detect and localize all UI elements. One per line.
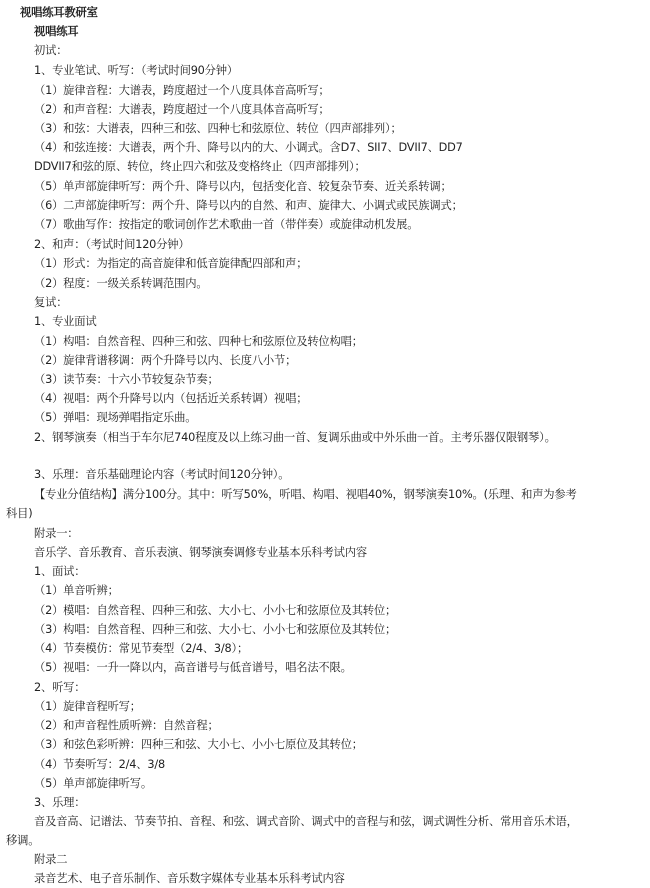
text-line: （5）单声部旋律听写。 bbox=[34, 777, 152, 790]
text-line: 1、专业面试 bbox=[34, 315, 97, 328]
text-line: 移调。 bbox=[6, 834, 40, 847]
text-line: （2）程度：一级关系转调范围内。 bbox=[34, 277, 208, 290]
section-title: 视唱练耳教研室 bbox=[20, 6, 98, 19]
text-line: 3、乐理： bbox=[34, 796, 86, 809]
text-line: 3、乐理：音乐基础理论内容（考试时间120分钟）。 bbox=[34, 468, 290, 481]
text-line: 录音艺术、电子音乐制作、音乐数字媒体专业基本乐科考试内容 bbox=[34, 872, 345, 885]
text-line: （4）和弦连接：大谱表，两个升、降号以内的大、小调式。含D7、SII7、DVII7、DD7 bbox=[34, 141, 463, 154]
text-line: （3）构唱：自然音程、四种三和弦、大小七、小小七和弦原位及其转位； bbox=[34, 623, 397, 636]
text-line: （7）歌曲写作：按指定的歌词创作艺术歌曲一首（带伴奏）或旋律动机发展。 bbox=[34, 218, 419, 231]
text-line: （1）单音听辨； bbox=[34, 584, 119, 597]
text-line: （2）模唱：自然音程、四种三和弦、大小七、小小七和弦原位及其转位； bbox=[34, 604, 397, 617]
text-line: （5）单声部旋律听写：两个升、降号以内，包括变化音、较复杂节奏、近关系转调； bbox=[34, 180, 452, 193]
text-line-first-exam: 初试： bbox=[34, 44, 68, 57]
text-line: 1、面试： bbox=[34, 565, 86, 578]
text-line: （1）旋律音程听写； bbox=[34, 700, 141, 713]
text-line: （2）和声音程：大谱表，跨度超过一个八度具体音高听写； bbox=[34, 103, 330, 116]
text-line: （5）视唱：一升一降以内，高音谱号与低音谱号，唱名法不限。 bbox=[34, 661, 352, 674]
text-line-appendix-one: 附录一： bbox=[34, 527, 79, 540]
text-line: 2、听写： bbox=[34, 681, 86, 694]
text-line: （1）形式：为指定的高音旋律和低音旋律配四部和声； bbox=[34, 257, 308, 270]
text-line: （6）二声部旋律听写：两个升、降号以内的自然、和声、旋律大、小调式或民族调式； bbox=[34, 199, 463, 212]
text-line-appendix-two: 附录二 bbox=[34, 853, 68, 866]
text-line: （3）和弦：大谱表，四种三和弦、四种七和弦原位、转位（四声部排列）； bbox=[34, 122, 402, 135]
text-line: （5）弹唱：现场弹唱指定乐曲。 bbox=[34, 411, 197, 424]
text-line-score-structure: 【专业分值结构】满分100分。其中：听写50%，听唱、构唱、视唱40%，钢琴演奏10%。(乐理、和声为参考 bbox=[34, 488, 577, 501]
text-line: 科目) bbox=[6, 507, 33, 520]
text-line: 音乐学、音乐教育、音乐表演、钢琴演奏调修专业基本乐科考试内容 bbox=[34, 546, 367, 559]
text-line-second-exam: 复试： bbox=[34, 296, 68, 309]
section-subtitle: 视唱练耳 bbox=[34, 25, 79, 38]
text-line: （4）视唱：两个升降号以内（包括近关系转调）视唱； bbox=[34, 392, 308, 405]
text-line: DDVII7和弦的原、转位，终止四六和弦及变格终止（四声部排列）； bbox=[34, 160, 366, 173]
text-line: （3）和弦色彩听辨：四种三和弦、大小七、小小七原位及其转位； bbox=[34, 738, 363, 751]
text-line: （2）旋律背谱移调：两个升降号以内、长度八小节； bbox=[34, 354, 297, 367]
text-line: （4）节奏模仿：常见节奏型（2/4、3/8）； bbox=[34, 642, 249, 655]
text-line: 1、专业笔试、听写：（考试时间90分钟） bbox=[34, 64, 238, 77]
text-line: （2）和声音程性质听辨：自然音程； bbox=[34, 719, 219, 732]
text-line: 音及音高、记谱法、节奏节拍、音程、和弦、调式音阶、调式中的音程与和弦，调式调性分析、常用音乐术语， bbox=[34, 815, 578, 828]
text-line: （1）旋律音程：大谱表，跨度超过一个八度具体音高听写； bbox=[34, 84, 330, 97]
text-line: 2、钢琴演奏（相当于车尔尼740程度及以上练习曲一首、复调乐曲或中外乐曲一首。主考乐器仅限钢琴）。 bbox=[34, 431, 556, 444]
text-line: 2、和声：（考试时间120分钟） bbox=[34, 238, 190, 251]
text-line: （1）构唱：自然音程、四种三和弦、四种七和弦原位及转位构唱； bbox=[34, 335, 363, 348]
text-line: （3）读节奏：十六小节较复杂节奏； bbox=[34, 373, 219, 386]
text-line: （4）节奏听写：2/4、3/8 bbox=[34, 758, 165, 771]
